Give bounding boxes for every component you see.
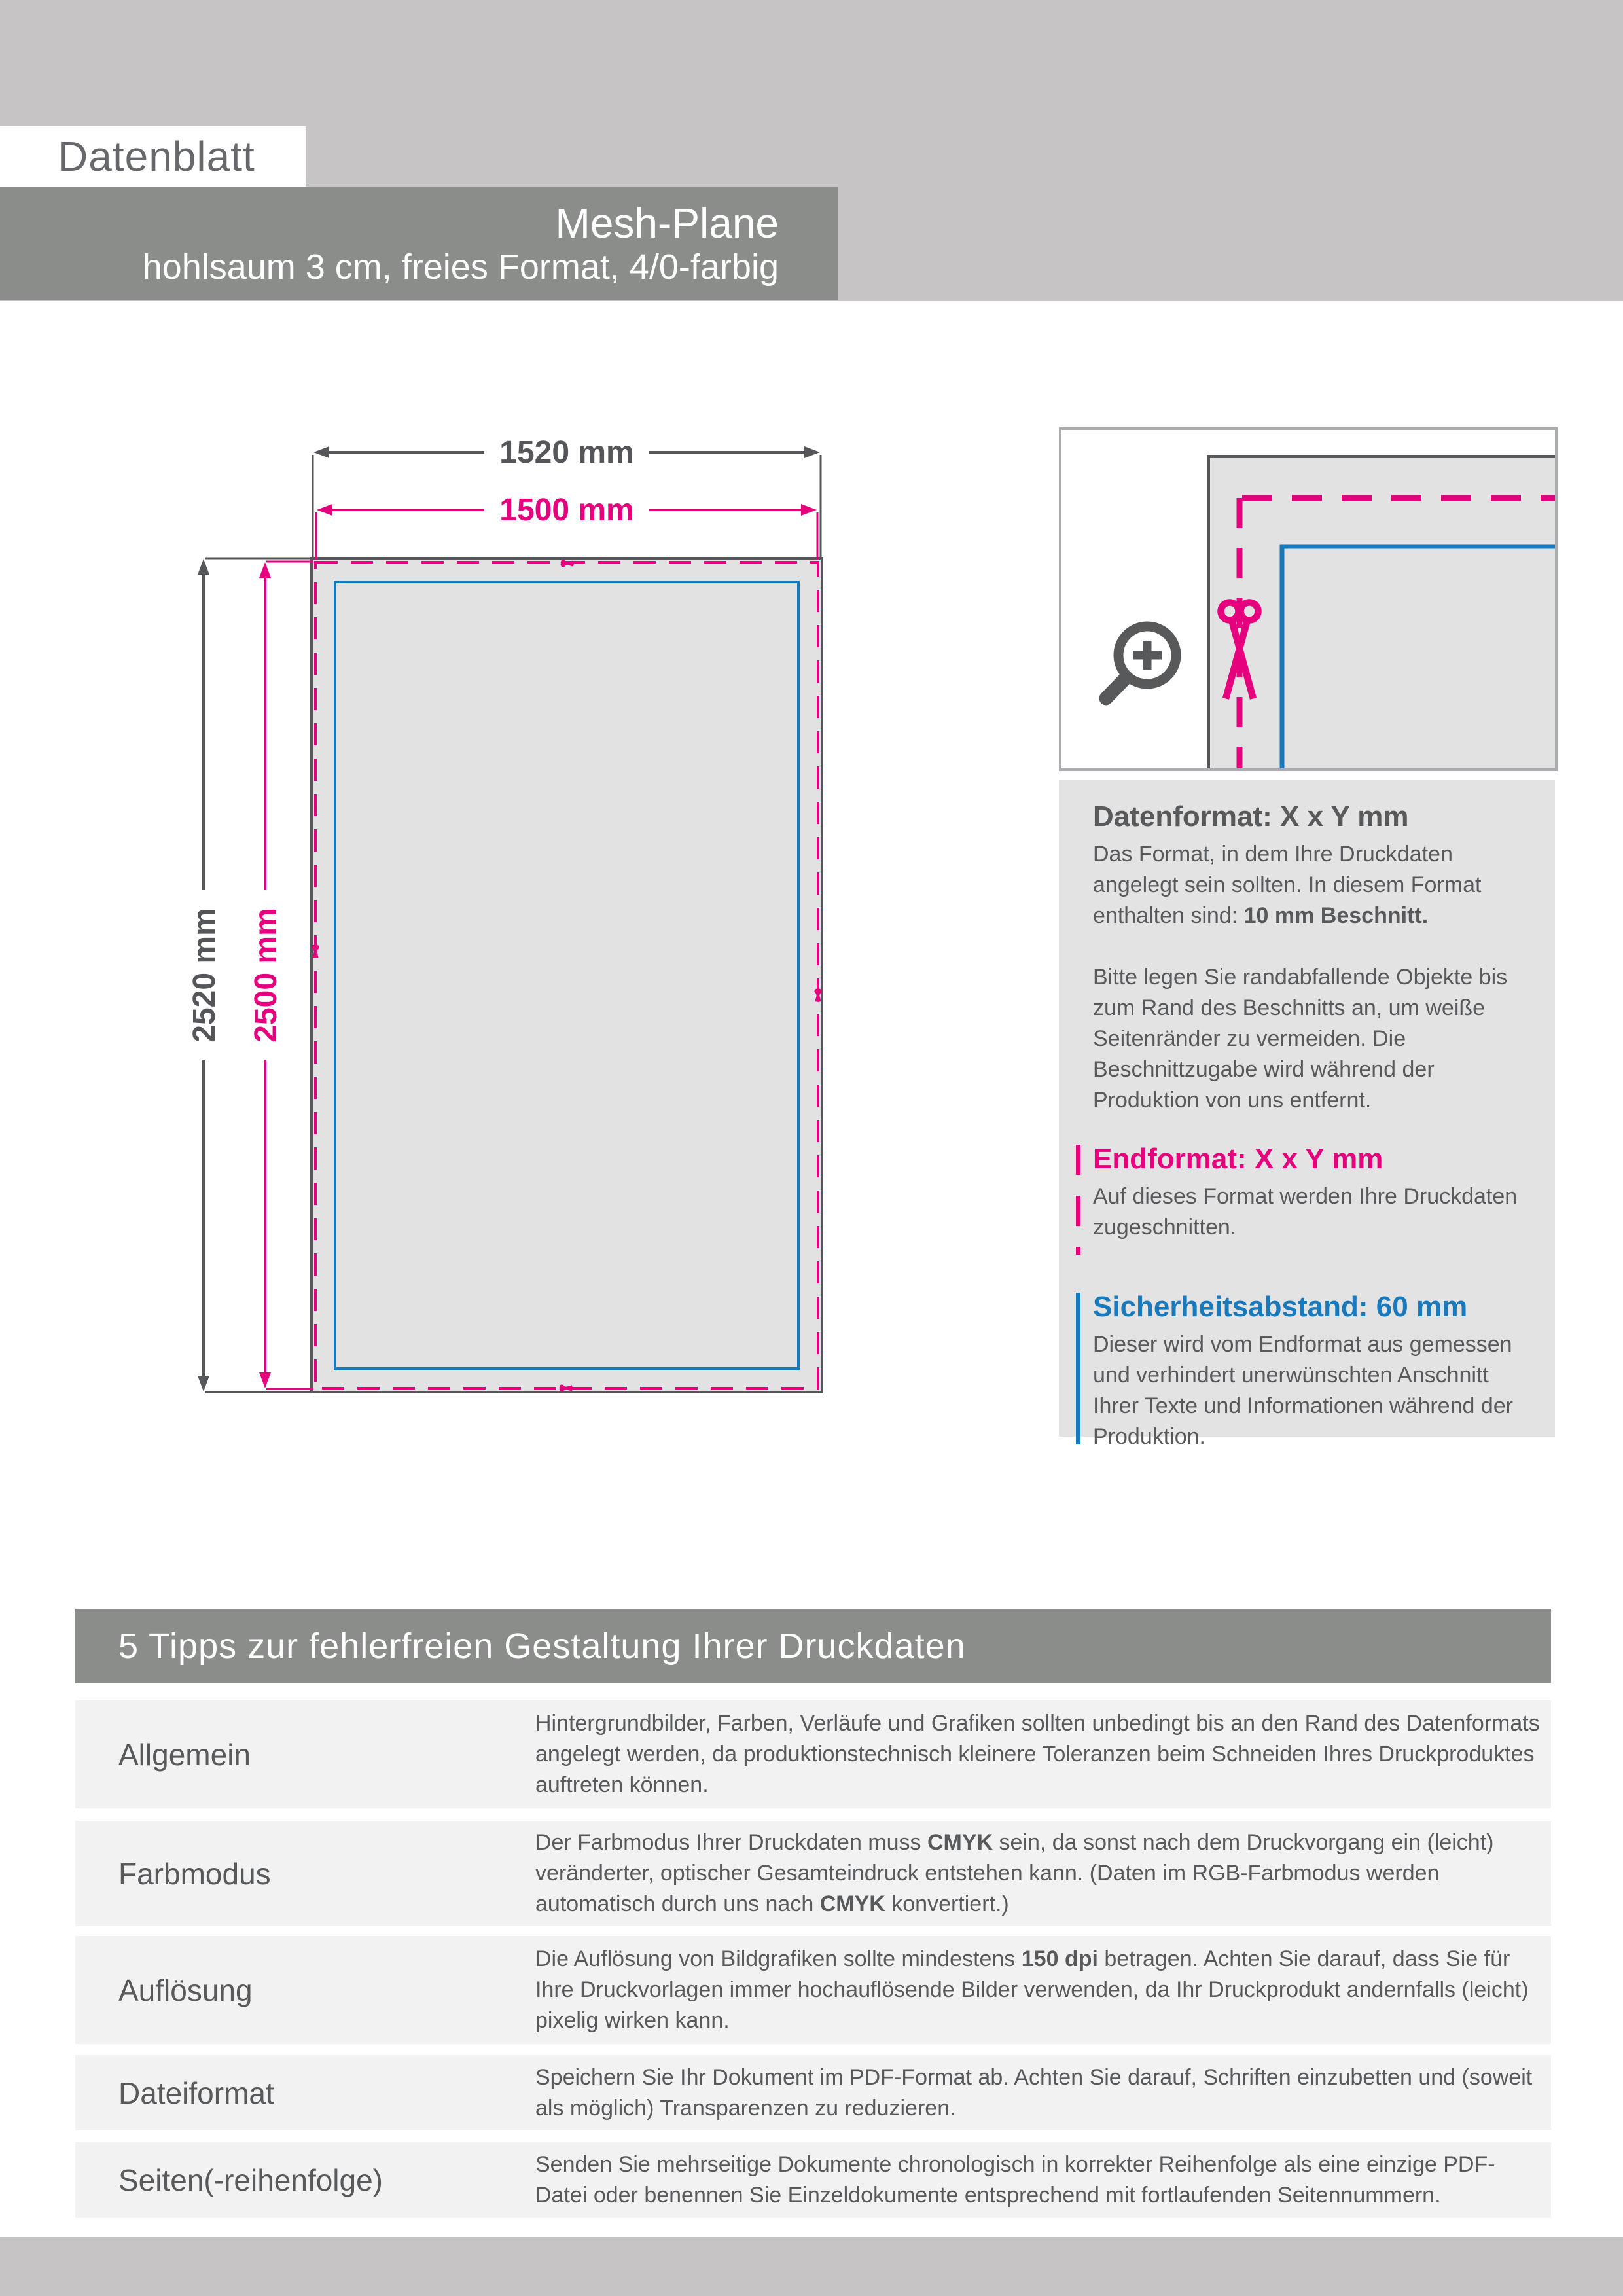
tip-text: Senden Sie mehrseitige Dokumente chronologisch in korrekter Reihenfolge als eine einzige PDF-Datei oder benennen Sie Einzeldokumente entsprechend mit fortlaufenden Seitennummern. bbox=[535, 2152, 1495, 2208]
zoom-detail-graphic bbox=[1061, 430, 1555, 768]
text-segment: Das Format, in dem Ihre Druckdaten angelegt sein sollten. In diesem Format enthalten sind: bbox=[1093, 842, 1482, 928]
safety-text: Dieser wird vom Endformat aus gemessen und verhindert unerwünschten Anschnitt Ihrer Texte und Informationen während der Produktion. bbox=[1093, 1332, 1513, 1449]
tip-row-aufloesung bbox=[75, 1936, 1551, 2044]
tip-body bbox=[535, 1936, 1543, 2044]
tip-row-farbmodus bbox=[75, 1821, 1551, 1926]
endformat-section bbox=[1093, 1142, 1529, 1243]
endformat-dashed-indicator bbox=[1076, 1145, 1080, 1255]
datenformat-heading: Datenformat: X x Y mm bbox=[1093, 800, 1409, 833]
safety-heading: Sicherheitsabstand: 60 mm bbox=[1093, 1291, 1468, 1323]
tip-row-dateiformat bbox=[75, 2055, 1551, 2130]
zoom-detail-box bbox=[1059, 427, 1558, 771]
tip-row-seiten bbox=[75, 2142, 1551, 2218]
tip-row-allgemein bbox=[75, 1700, 1551, 1808]
endformat-text: Auf dieses Format werden Ihre Druckdaten zugeschnitten. bbox=[1093, 1184, 1518, 1240]
text-segment-bold: CMYK bbox=[927, 1830, 993, 1855]
tip-body bbox=[535, 1700, 1543, 1808]
tip-label: Allgemein bbox=[118, 1737, 251, 1772]
tip-text bbox=[535, 1944, 1543, 2036]
text-segment-bold: CMYK bbox=[819, 1892, 885, 1916]
tips-header-bar bbox=[75, 1609, 1551, 1683]
datenblatt-title-box bbox=[0, 126, 306, 187]
text-segment-bold: 10 mm Beschnitt. bbox=[1243, 903, 1429, 928]
product-subtitle: hohlsaum 3 cm, freies Format, 4/0-farbig bbox=[142, 247, 779, 287]
tips-title: 5 Tipps zur fehlerfreien Gestaltung Ihrer Druckdaten bbox=[118, 1626, 966, 1666]
tip-text: Speichern Sie Ihr Dokument im PDF-Format ab. Achten Sie darauf, Schriften einzubetten und (soweit als möglich) Transparenzen zu reduzieren. bbox=[535, 2064, 1533, 2121]
text-segment: Der Farbmodus Ihrer Druckdaten muss bbox=[535, 1830, 927, 1855]
product-name: Mesh-Plane bbox=[555, 199, 779, 247]
tip-label: Auflösung bbox=[118, 1973, 253, 2007]
height-dimension-inner-label: 2500 mm bbox=[249, 908, 283, 1043]
datenformat-rect bbox=[312, 558, 822, 1392]
tip-text bbox=[535, 1827, 1543, 1920]
text-segment: betragen. Achten Sie darauf, dass Sie für Ihre Druckvorlagen immer hochauflösende Bilder verwenden, da Ihr Druckprodukt andernfalls (leicht) pixelig wirken kann. bbox=[535, 1946, 1529, 2033]
endformat-heading: Endformat: X x Y mm bbox=[1093, 1143, 1383, 1175]
width-dimension-outer-label: 1520 mm bbox=[499, 435, 634, 470]
height-dimension-outer-label: 2520 mm bbox=[187, 908, 222, 1043]
datenformat-text-1 bbox=[1093, 839, 1529, 931]
tip-body bbox=[535, 2055, 1543, 2130]
text-segment: konvertiert.) bbox=[885, 1892, 1009, 1916]
format-diagram bbox=[164, 412, 851, 1420]
tip-body bbox=[535, 1821, 1543, 1926]
tip-body bbox=[535, 2142, 1543, 2218]
text-segment: Die Auflösung von Bildgrafiken sollte mindestens bbox=[535, 1946, 1022, 1971]
width-dimension-inner-label: 1500 mm bbox=[499, 493, 634, 528]
tip-label: Seiten(-reihenfolge) bbox=[118, 2163, 383, 2197]
corner-gray-hline bbox=[1207, 455, 1555, 458]
text-segment-bold: 150 dpi bbox=[1021, 1946, 1098, 1971]
safety-solid-indicator bbox=[1076, 1293, 1080, 1444]
tip-text: Hintergrundbilder, Farben, Verläufe und Grafiken sollten unbedingt bis an den Rand des Datenformats angelegt werden, da produktionstechnisch kleinere Toleranzen beim Schneiden Ihres Druckproduktes auftreten können. bbox=[535, 1711, 1540, 1797]
safety-section bbox=[1093, 1290, 1529, 1452]
tip-label: Farbmodus bbox=[118, 1856, 271, 1891]
corner-gray-vline bbox=[1207, 455, 1210, 768]
footer-band bbox=[0, 2237, 1623, 2296]
magnifier-zoom-icon bbox=[1106, 626, 1176, 698]
tip-label: Dateiformat bbox=[118, 2075, 274, 2110]
page-title: Datenblatt bbox=[58, 133, 255, 180]
product-header-bar bbox=[0, 187, 838, 300]
datenformat-text-2: Bitte legen Sie randabfallende Objekte bis zum Rand des Beschnitts an, um weiße Seitenränder zu vermeiden. Die Beschnittzugabe wird während der Produktion von uns entfernt. bbox=[1093, 965, 1508, 1113]
datenformat-section bbox=[1093, 800, 1529, 1116]
text-segment: sein, da sonst nach dem Druckvorgang ein (leicht) veränderter, optischer Gesamteindruck entstehen kann. (Daten im RGB-Farbmodus werden automatisch durch uns nach bbox=[535, 1830, 1494, 1916]
format-info-panel bbox=[1059, 780, 1555, 1449]
